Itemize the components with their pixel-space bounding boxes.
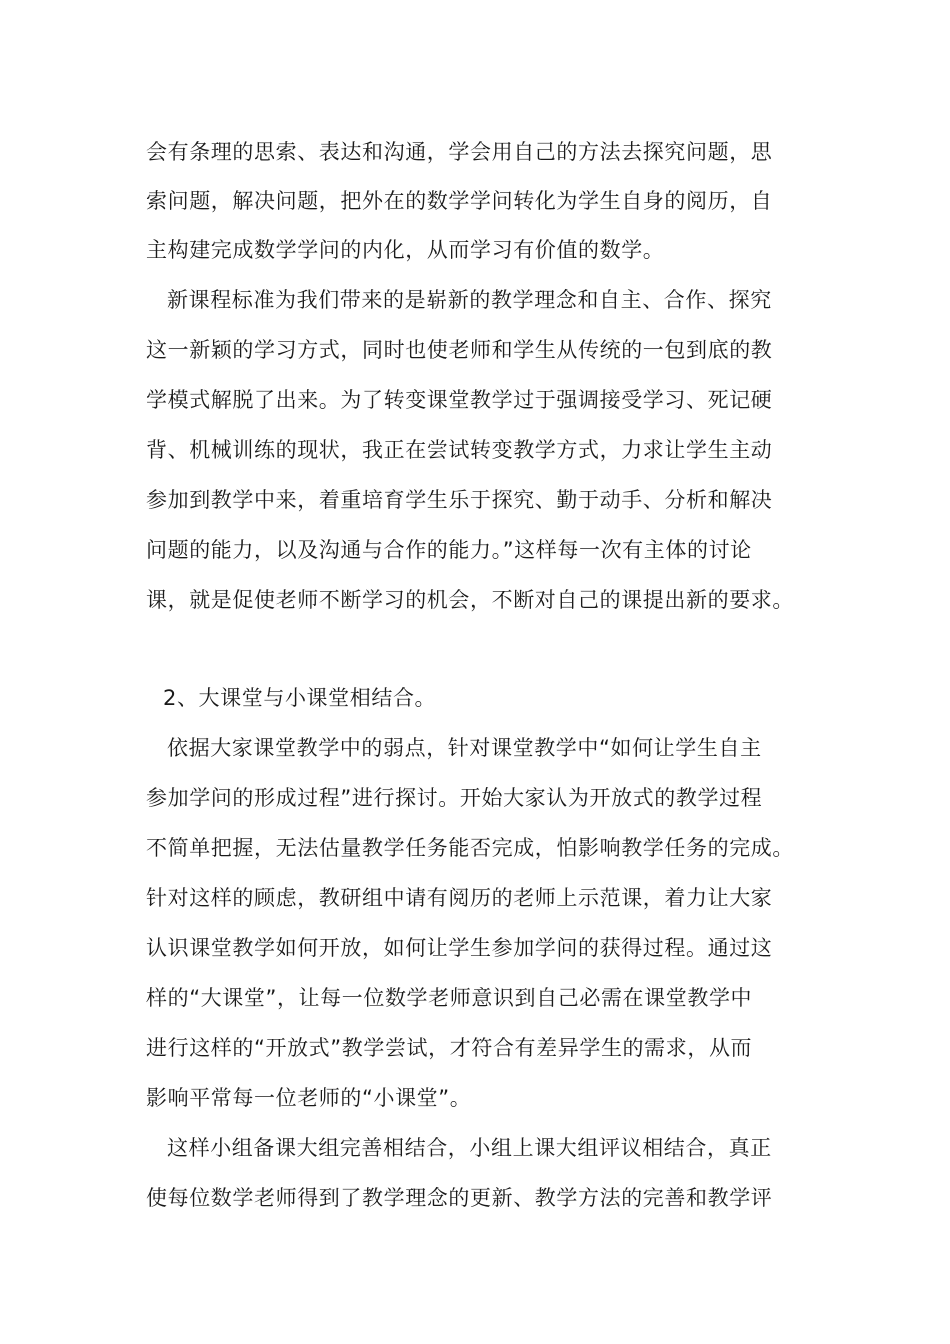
body-line: 这一新颖的学习方式，同时也使老师和学生从传统的一包到底的教 — [146, 338, 773, 362]
body-line: 索问题，解决问题，把外在的数学学问转化为学生自身的阅历，自 — [146, 189, 773, 213]
paragraph-first-line: 这样小组备课大组完善相结合，小组上课大组评议相结合，真正 — [167, 1136, 772, 1160]
body-line: 课，就是促使老师不断学习的机会，不断对自己的课提出新的要求。 — [146, 588, 794, 612]
section-heading: 2、大课堂与小课堂相结合。 — [163, 686, 437, 710]
body-line: 进行这样的“开放式”教学尝试，才符合有差异学生的需求，从而 — [146, 1036, 753, 1060]
body-line: 会有条理的思索、表达和沟通，学会用自己的方法去探究问题，思 — [146, 140, 773, 164]
body-line: 参加学问的形成过程”进行探讨。开始大家认为开放式的教学过程 — [146, 786, 763, 810]
body-line: 针对这样的顾虑，教研组中请有阅历的老师上示范课，着力让大家 — [146, 886, 773, 910]
body-line: 认识课堂教学如何开放，如何让学生参加学问的获得过程。通过这 — [146, 936, 773, 960]
body-line: 不简单把握，无法估量教学任务能否完成，怕影响教学任务的完成。 — [146, 836, 794, 860]
body-line: 影响平常每一位老师的“小课堂”。 — [146, 1086, 472, 1110]
paragraph-first-line: 依据大家课堂教学中的弱点，针对课堂教学中“如何让学生自主 — [167, 736, 762, 760]
body-line: 使每位数学老师得到了教学理念的更新、教学方法的完善和教学评 — [146, 1186, 773, 1210]
paragraph-first-line: 新课程标准为我们带来的是崭新的教学理念和自主、合作、探究 — [167, 288, 772, 312]
body-line: 学模式解脱了出来。为了转变课堂教学过于强调接受学习、死记硬 — [146, 388, 773, 412]
body-line: 主构建完成数学学问的内化，从而学习有价值的数学。 — [146, 238, 665, 262]
body-line: 问题的能力，以及沟通与合作的能力。”这样每一次有主体的讨论 — [146, 538, 752, 562]
body-line: 背、机械训练的现状，我正在尝试转变教学方式，力求让学生主动 — [146, 438, 773, 462]
body-line: 样的“大课堂”，让每一位数学老师意识到自己必需在课堂教学中 — [146, 986, 753, 1010]
body-line: 参加到教学中来，着重培育学生乐于探究、勤于动手、分析和解决 — [146, 488, 773, 512]
